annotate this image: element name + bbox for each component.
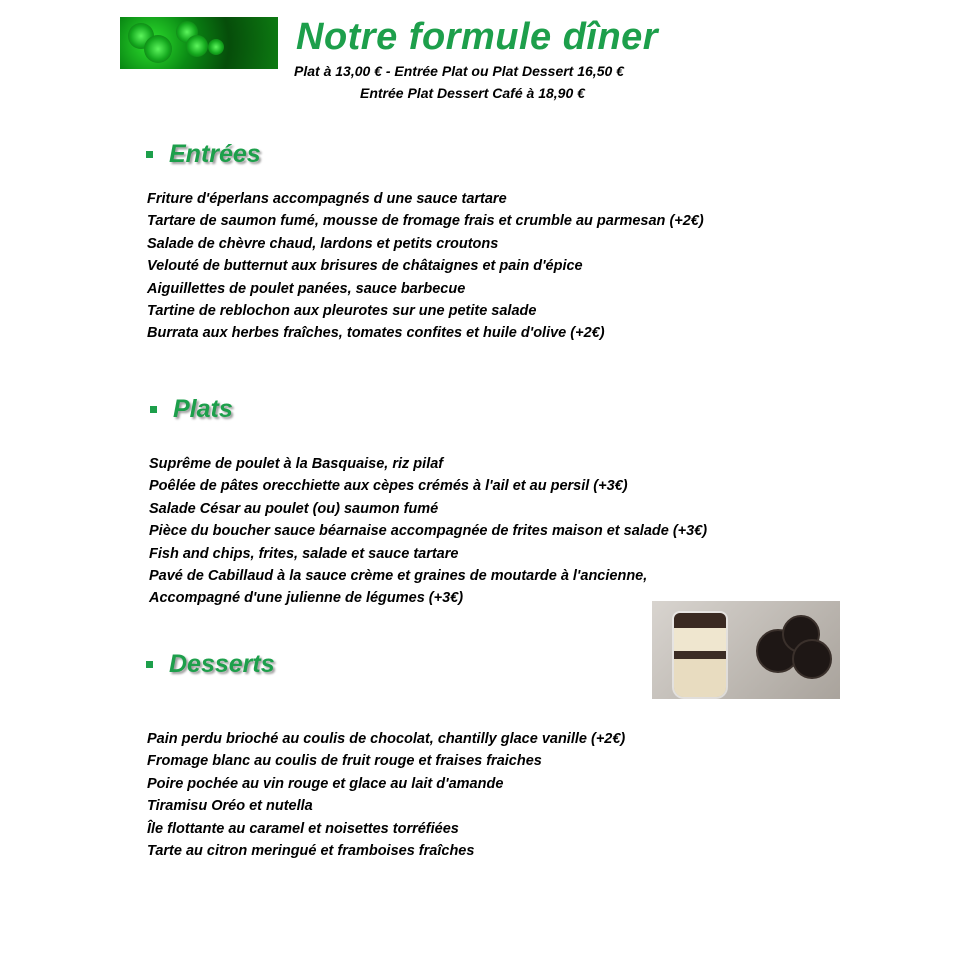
list-item: Tartine de reblochon aux pleurotes sur une petite salade [147,303,537,320]
section-header-entrees [146,140,261,169]
plats-list [149,453,707,610]
list-item: Tarte au citron meringué et framboises fraîches [147,843,475,860]
list-item: Tiramisu Oréo et nutella [147,798,313,815]
section-header-plats [150,395,233,424]
section-title: Entrées [169,140,261,168]
list-item: Accompagné d'une julienne de légumes (+3€) [149,590,464,607]
prices-line-1: Plat à 13,00 € - Entrée Plat ou Plat Dessert 16,50 € [294,63,624,79]
section-title: Desserts [169,650,275,678]
list-item: Tartare de saumon fumé, mousse de fromage frais et crumble au parmesan (+2€) [147,213,704,230]
tiramisu-photo [652,601,840,699]
list-item: Pain perdu brioché au coulis de chocolat, chantilly glace vanille (+2€) [147,731,626,747]
list-item: Fromage blanc au coulis de fruit rouge et fraises fraiches [147,753,542,770]
list-item: Friture d'éperlans accompagnés d une sauce tartare [147,191,507,207]
list-item: Velouté de butternut aux brisures de châtaignes et pain d'épice [147,258,583,275]
bullet-icon [146,151,153,158]
list-item: Poire pochée au vin rouge et glace au lait d'amande [147,775,504,792]
list-item: Fish and chips, frites, salade et sauce tartare [149,545,459,562]
menu-title: Notre formule dîner [296,16,659,58]
list-item: Pavé de Cabillaud à la sauce crème et graines de moutarde à l'ancienne, [149,568,648,585]
bullet-icon [146,661,153,668]
section-title: Plats [173,395,233,423]
list-item: Pièce du boucher sauce béarnaise accompagnée de frites maison et salade (+3€) [149,523,708,540]
section-header-desserts [146,650,275,679]
list-item: Aiguillettes de poulet panées, sauce barbecue [147,280,466,297]
list-item: Salade César au poulet (ou) saumon fumé [149,500,439,517]
list-item: Salade de chèvre chaud, lardons et petits croutons [147,235,499,252]
prices-line-2: Entrée Plat Dessert Café à 18,90 € [360,85,585,101]
list-item: Île flottante au caramel et noisettes torréfiées [147,820,459,837]
clover-banner-image [120,17,278,69]
bullet-icon [150,406,157,413]
list-item: Poêlée de pâtes orecchiette aux cèpes crémés à l'ail et au persil (+3€) [149,478,628,495]
desserts-list [147,728,625,862]
list-item: Suprême de poulet à la Basquaise, riz pilaf [149,456,444,472]
entrees-list [147,188,704,345]
list-item: Burrata aux herbes fraîches, tomates confites et huile d'olive (+2€) [147,325,605,342]
